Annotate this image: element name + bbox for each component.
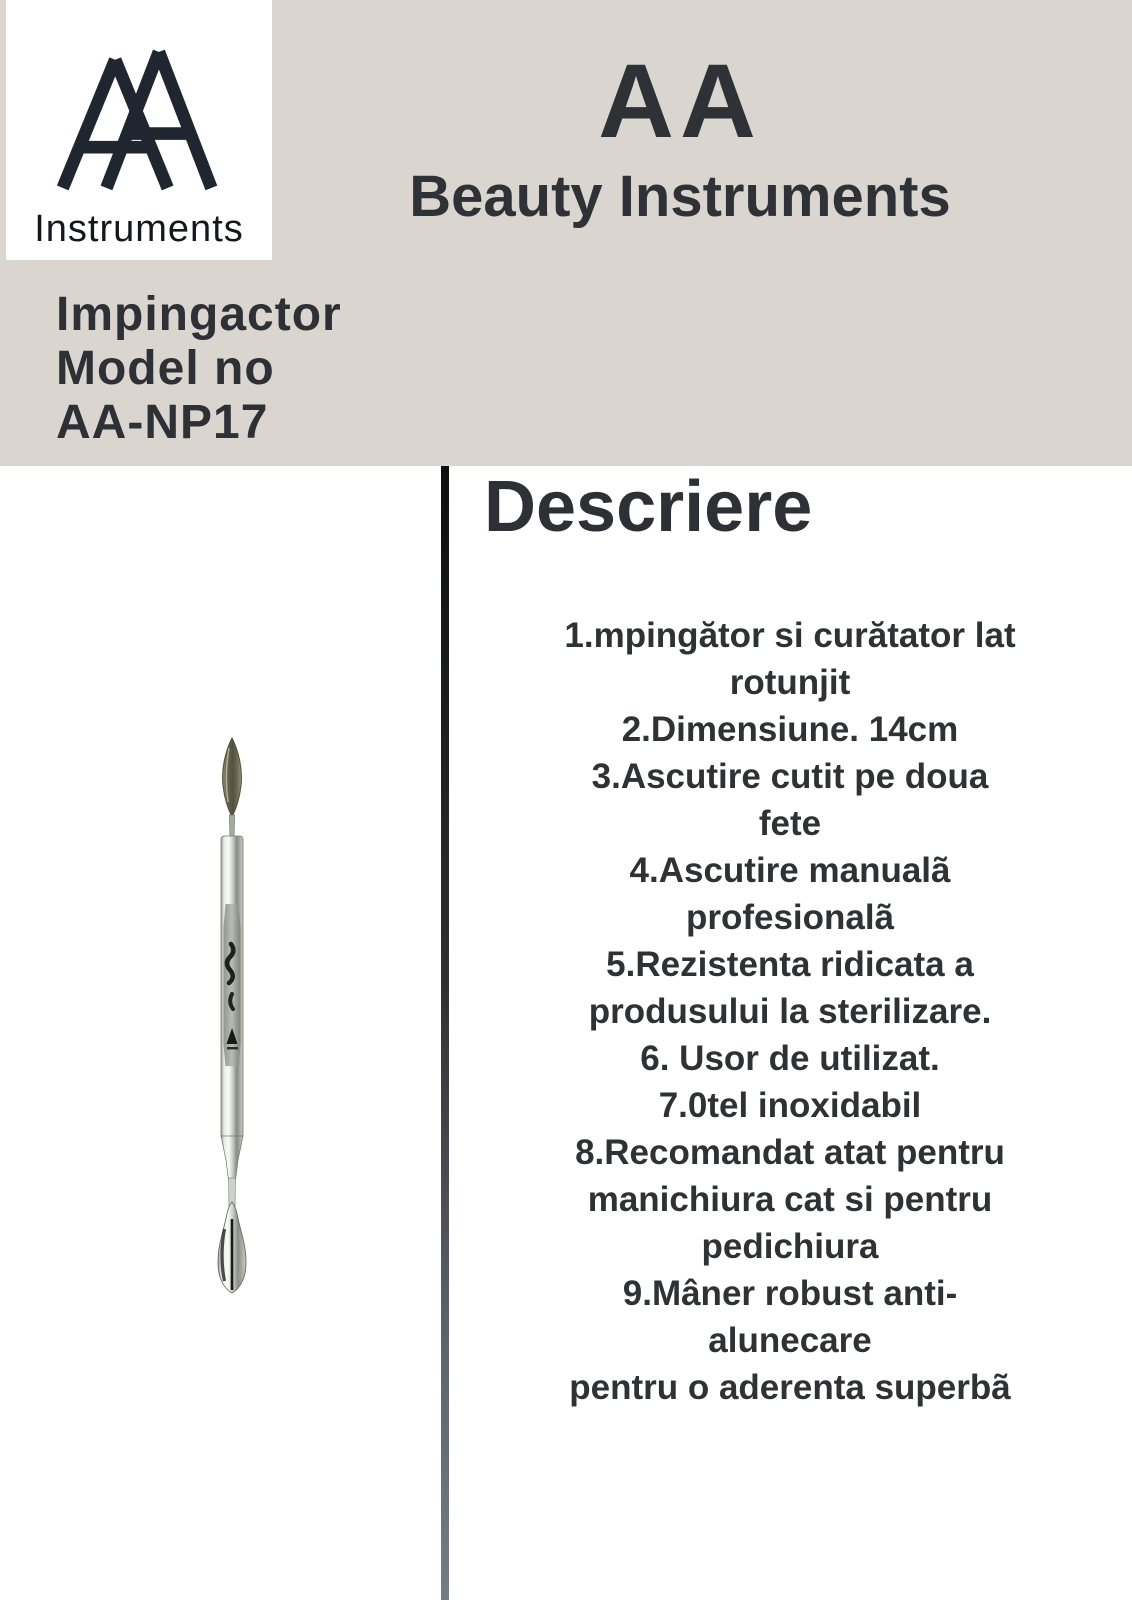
description-line: 1.mpingător si curătator lat: [564, 616, 1016, 655]
brand-block: [228, 43, 1132, 229]
section-title: Descriere: [484, 467, 813, 547]
header-banner: [0, 0, 1132, 466]
description-line: 8.Recomandat atat pentru: [575, 1133, 1005, 1172]
model-heading-line: Model no: [56, 342, 275, 395]
description-line: rotunjit: [729, 663, 851, 702]
model-heading: [56, 288, 342, 450]
vertical-divider: [441, 466, 449, 1600]
description-line: 7.0tel inoxidabil: [658, 1086, 922, 1125]
logo-label: Instruments: [34, 208, 244, 250]
description-line: 2.Dimensiune. 14cm: [621, 710, 959, 749]
brand-subtitle: Beauty Instruments: [409, 164, 951, 229]
description-line: produsului la sterilizare.: [588, 992, 992, 1031]
description-line: 6. Usor de utilizat.: [640, 1039, 940, 1078]
description-line: fete: [758, 804, 822, 843]
description-line: 5.Rezistenta ridicata a: [606, 945, 974, 984]
description-line: pedichiura: [701, 1227, 879, 1266]
aa-monogram-icon: [54, 42, 224, 194]
description-line: 9.Mâner robust anti-: [622, 1274, 958, 1313]
description-line: pentru o aderenta superbã: [569, 1368, 1011, 1407]
description-line: manichiura cat si pentru: [587, 1180, 993, 1219]
cuticle-pusher-product-photo: [177, 732, 287, 1302]
brand-title: AA: [598, 43, 762, 160]
model-heading-line: AA-NP17: [56, 396, 269, 449]
description-line: 3.Ascutire cutit pe doua: [591, 757, 989, 796]
description-line: profesionalã: [685, 898, 895, 937]
description-list: [458, 612, 1122, 1411]
description-line: alunecare: [708, 1321, 872, 1360]
description-line: 4.Ascutire manualã: [629, 851, 951, 890]
model-heading-line: Impingactor: [56, 288, 342, 341]
